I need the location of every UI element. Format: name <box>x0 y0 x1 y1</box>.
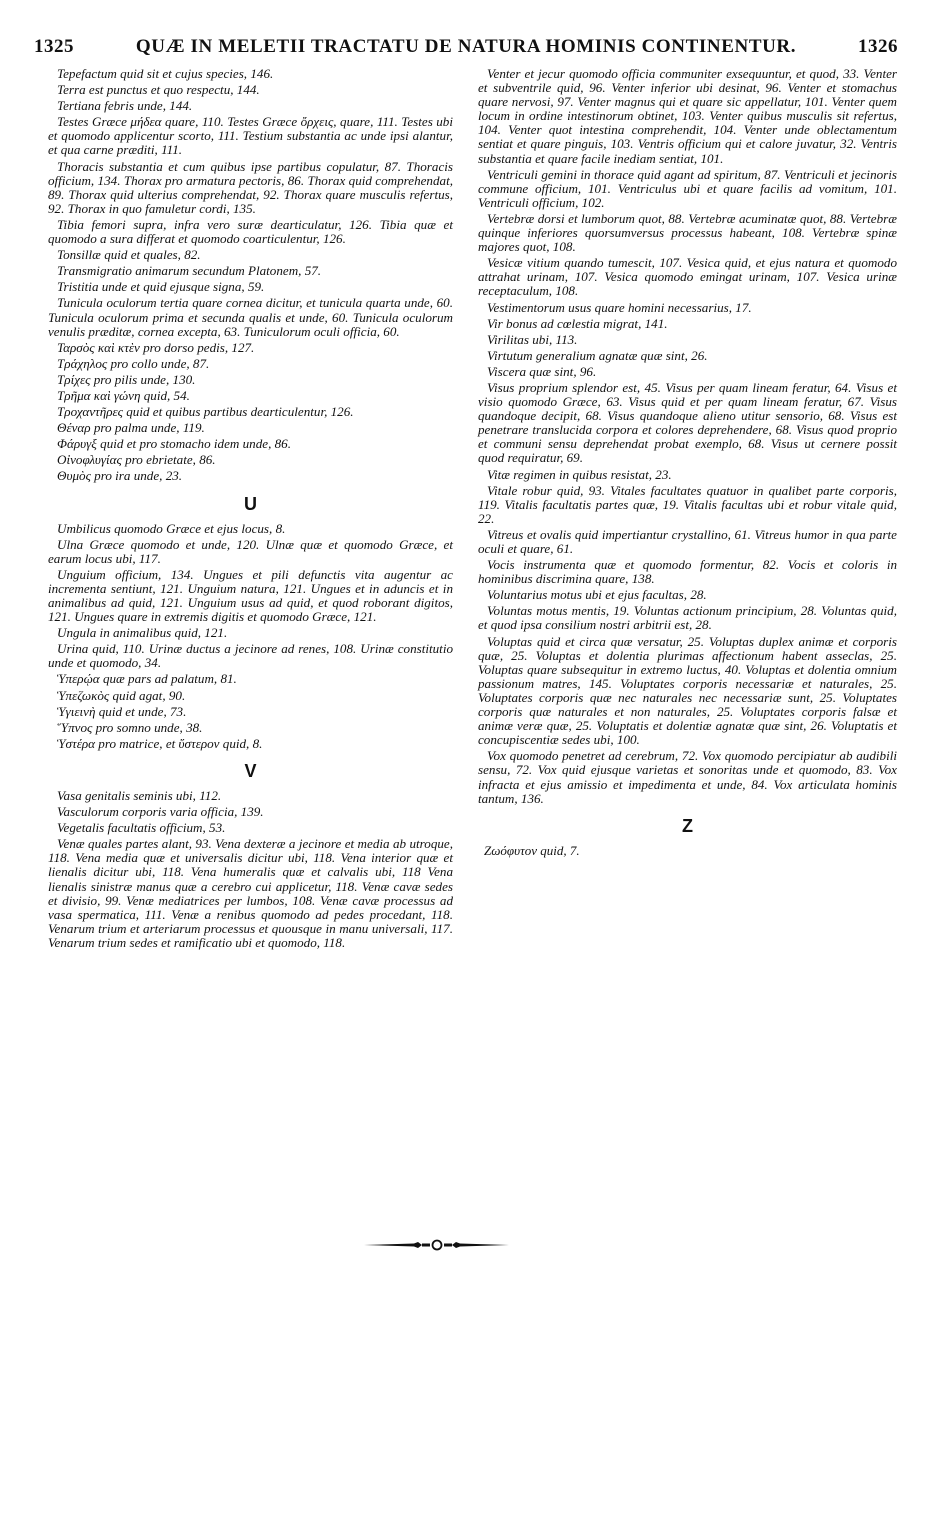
index-entry: Ὑστέρα pro matrice, et ὕστερον quid, 8. <box>57 735 263 751</box>
index-entry: Thoracis substantia et cum quibus ipse partibus copulatur, 87. Thoracis officium, 134. Thorax pro armatura pectoris, 86. Thorax quid comprehendat, 89. Thorax quid ulterius comprehendat, 92. Thorax quare musculis refertus, 92. Thorax in quo famuletur cordi, 135. <box>48 158 453 216</box>
index-entry: Θέναρ pro palma unde, 119. <box>57 420 205 436</box>
index-entry: Tristitia unde et quid ejusque signa, 59. <box>57 279 265 295</box>
index-entry: Vitæ regimen in quibus resistat, 23. <box>487 466 672 482</box>
index-entry: Venter et jecur quomodo officia communiter exsequuntur, et quod, 33. Venter et subventrile quid, 96. Venter inferior ubi desinat, 96. Venter et stomachus quare nervosi, 97. Venter magnus qui et quare sic appellatur, 101. Venter quem locum in ordine intestinorum obtinet, 103. Venter quibus musculis sit refertus, 104. Venter quot intestina comprehendit, 104. Venter unde oblectamentum sentiat et quare pinguis, 103. Ventris officium qui et calore juvatur, 32. Ventris substantia et quare facile inediam sentiat, 101. <box>478 66 897 166</box>
page-number-left: 1325 <box>34 36 74 57</box>
index-entry: Vir bonus ad cœlestia migrat, 141. <box>487 315 668 331</box>
index-entry: Vocis instrumenta quæ et quomodo formentur, 82. Vocis et coloris in hominibus discrimina quare, 138. <box>478 557 897 587</box>
index-entry: Vasa genitalis seminis ubi, 112. <box>57 787 222 803</box>
index-entry: Vox quomodo penetret ad cerebrum, 72. Vox quomodo percipiatur ab audibili sensu, 72. Vox quid ejusque varietas et sonoritas unde et quomodo, 83. Vox infracta et ejus amissio et impedimenta et unde, 84. Vox articulata hominis tantum, 136. <box>478 748 897 806</box>
index-entry: Vitale robur quid, 93. Vitales facultates quatuor in qualibet parte corporis, 119. Vitalis facultatis partes quæ, 19. Vitalis facultas ubi et robur vitale quid, 22. <box>478 482 897 526</box>
index-entry: Ungula in animalibus quid, 121. <box>57 625 228 641</box>
index-entry: Tonsillæ quid et quales, 82. <box>57 247 201 263</box>
index-entry: Τράχηλος pro collo unde, 87. <box>57 355 210 371</box>
index-column-left <box>48 67 453 952</box>
index-entry: Ταρσὸς καὶ κτὲν pro dorso pedis, 127. <box>57 339 255 355</box>
section-letter-z: Z <box>682 815 693 836</box>
index-entry: Ὕπνος pro somno unde, 38. <box>57 719 203 735</box>
index-entry: Τροχαντῆρες quid et quibus partibus dearticulentur, 126. <box>57 404 354 420</box>
tailpiece-ornament <box>362 1238 512 1252</box>
section-letter-v: V <box>244 760 257 781</box>
index-entry: Voluptas quid et circa quæ versatur, 25. Voluptas duplex animæ et corporis quæ, 25. Voluptas et dolentia plurimas affectionum habent asseclas, 25. Voluptas quare subsequitur in extremo luctus, 40. Voluptas et dolentia omnium passionum matres, 145. Voluptates corporis necessariæ et naturales, 25. Voluptates corporis quæ nec naturales nec necessariæ sunt, 25. Voluptates corporis quæ naturales et non naturales, 25. Voluptates corporis falsæ et animæ veræ quæ, 25. Voluptatis et dolentiæ agnatæ quæ sint, 26. Voluptatis et concupiscentiæ sedes ubi, 100. <box>478 633 897 748</box>
index-entry: Terra est punctus et quo respectu, 144. <box>57 82 260 98</box>
index-entry: Ὑπεζωκὸς quid agat, 90. <box>57 687 186 703</box>
index-entry: Voluntarius motus ubi et ejus facultas, 28. <box>487 587 707 603</box>
index-entry: Vitreus et ovalis quid impertiantur crystallino, 61. Vitreus humor in qua parte oculi et quare, 61. <box>478 526 897 556</box>
index-entry: Vestimentorum usus quare homini necessarius, 17. <box>487 299 752 315</box>
index-entry: Testes Græce μήδεα quare, 110. Testes Græce ὄρχεις, quare, 111. Testes ubi et quomodo applicentur scorto, 111. Testium substantia ac unde ipsi alantur, et qua carne præditi, 111. <box>48 114 453 158</box>
index-entry: Tertiana febris unde, 144. <box>57 98 193 114</box>
index-entry: Ζωόφυτον quid, 7. <box>484 842 580 858</box>
index-entry: Viscera quæ sint, 96. <box>487 363 597 379</box>
index-entry: Tunicula oculorum tertia quare cornea dicitur, et tunicula quarta unde, 60. Tunicula oculorum prima et secunda qualis et unde, 60. Tunicula oculorum venulis præditæ, cornea excepta, 63. Tuniculorum oculi officia, 60. <box>48 295 453 339</box>
index-entry: Τρίχες pro pilis unde, 130. <box>57 371 196 387</box>
index-entry: Θυμὸς pro ira unde, 23. <box>57 468 183 484</box>
index-entry: Tibia femori supra, infra vero suræ dearticulatur, 126. Tibia quæ et quomodo a sura differat et quomodo coarticulentur, 126. <box>48 216 453 247</box>
section-letter-u: U <box>244 493 257 514</box>
index-entry: Οἰνοφλυγίας pro ebrietate, 86. <box>57 452 216 468</box>
index-entry: Τρῆμα καὶ γώνη quid, 54. <box>57 387 190 403</box>
index-entry: Φάρυγξ quid et pro stomacho idem unde, 86. <box>57 436 291 452</box>
index-column-right <box>478 67 897 860</box>
index-entry: Tepefactum quid sit et cujus species, 146. <box>57 66 274 81</box>
index-entry: Vegetalis facultatis officium, 53. <box>57 820 226 836</box>
index-entry: Ulna Græce quomodo et unde, 120. Ulnæ quæ et quomodo Græce, et earum locus ubi, 117. <box>48 536 453 566</box>
index-entry: Transmigratio animarum secundum Platonem, 57. <box>57 263 322 279</box>
index-entry: Ὑγιεινὴ quid et unde, 73. <box>57 703 187 719</box>
running-title: QUÆ IN MELETII TRACTATU DE NATURA HOMINIS CONTINENTUR. <box>135 36 797 57</box>
index-entry: Venæ quales partes alant, 93. Vena dexteræ a jecinore et media ab utroque, 118. Vena media quæ et universalis dicitur ubi, 118. Vena interior quæ et lienalis dicitur ubi, 118. Vena humeralis quæ et calvalis ubi, 118 Vena lienalis sinistræ manus quæ a cerebro cui applicetur, 118. Venæ cavæ sedes et divisio, 99. Venæ mediatrices per lumbos, 108. Venæ cavæ processus ad vasa spermatica, 111. Venæ a renibus quomodo ad pedes procedant, 118. Venarum trium et arteriarum processus et quousque in manu universali, 117. Venarum trium sedes et ramificatio ubi et quomodo, 118. <box>48 836 453 950</box>
index-entry: Voluntas motus mentis, 19. Voluntas actionum principium, 28. Voluntas quid, et quod ipsa consilium nostri arbitrii est, 28. <box>478 603 897 633</box>
index-entry: Visus proprium splendor est, 45. Visus per quam lineam feratur, 64. Visus et visio quomodo Græce, 63. Visus quid et per quam lineam feratur, 67. Visus quandoque decipit, 68. Visus quandoque alieno utitur sensorio, 68. Visus est penetrare translucida corpora et colores deprehendere, 68. Visus quod proprio et communi sensu deprehendat probat exemplo, 68. Visus ut cernere possit quod requiratur, 69. <box>478 379 897 466</box>
index-entry: Urina quid, 110. Urinæ ductus a jecinore ad renes, 108. Urinæ constitutio unde et quomodo, 34. <box>48 641 453 671</box>
index-entry: Virilitas ubi, 113. <box>487 331 578 347</box>
index-entry: Virtutum generalium agnatæ quæ sint, 26. <box>487 347 708 363</box>
index-entry: Vesicæ vitium quando tumescit, 107. Vesica quid, et ejus natura et quomodo attrahat urinam, 107. Vesica quomodo emingat urinam, 107. Vesica urinæ receptaculum, 108. <box>478 255 897 299</box>
index-entry: Ὑπερῴα quæ pars ad palatum, 81. <box>57 671 237 687</box>
index-entry: Vertebræ dorsi et lumborum quot, 88. Vertebræ acuminatæ quot, 88. Vertebræ quinque inferiores quorsumversus processus habeant, 108. Vertebræ spinæ majores quot, 108. <box>478 210 897 255</box>
running-header <box>34 36 898 60</box>
page-number-right: 1326 <box>858 36 898 57</box>
index-entry: Vasculorum corporis varia officia, 139. <box>57 804 264 820</box>
index-entry: Ventriculi gemini in thorace quid agant ad spiritum, 87. Ventriculi et jecinoris commune officium, 101. Ventriculus ubi et quare facilis ad vomitum, 101. Ventriculi officium, 102. <box>478 166 897 210</box>
index-entry: Umbilicus quomodo Græce et ejus locus, 8. <box>57 520 286 536</box>
index-entry: Unguium officium, 134. Ungues et pili defunctis vita augentur ac incrementa sentiunt, 121. Unguium natura, 121. Ungues et in aduncis et in animalibus ad quid, 121. Unguium usus ad quid, et quod roborant digitos, 121. Ungues quare in extremis digitis et quomodo Græce, 121. <box>48 566 453 625</box>
